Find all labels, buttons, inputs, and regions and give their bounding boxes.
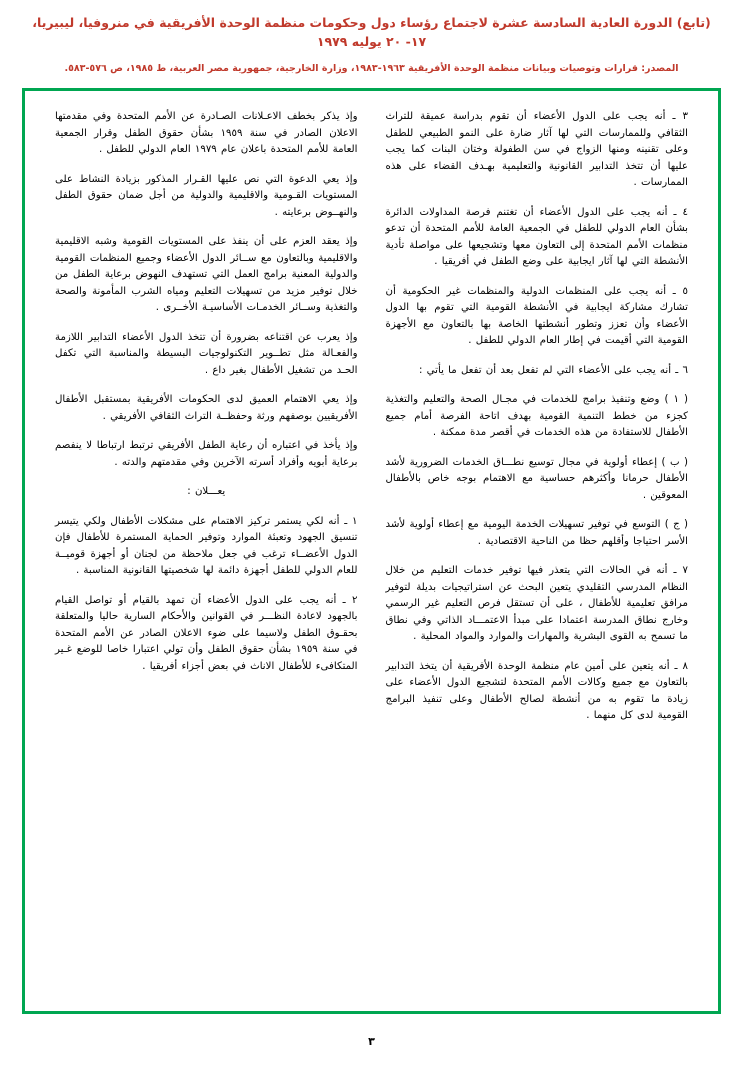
paragraph: ٨ ـ أنه يتعين على أمين عام منظمة الوحدة الأفريقية أن يتخذ التدابير بالتعاون مع جميع وكالات الأمم المتحدة لتشجيع الدول الأعضاء على زيادة ما تقوم به من أنشطة لصالح الأطفال وعلى تنفيذ البرامج القومية لدى كل منهما .: [385, 660, 688, 722]
paragraph: ٣ ـ أنه يجب على الدول الأعضاء أن تقوم بدراسة عميقة للتراث الثقافي وللممارسات التي لها آثار ضارة على النمو الطبيعي للطفل وعلى تقنينه ومنها الزواج في سن الطفولة وختان البنات كما يجب عليها أن تتخذ التدابير القانونية والتعليمية بهـدف القضاء على هذه الممارسات .: [385, 111, 688, 189]
paragraph: ( ١ ) وضع وتنفيذ برامج للخدمات في مجـال الصحة والتعليم والتغذية كجزء من خطط التنمية القومية بهدف اتاحة الفرصة أمام جميع الأطفال للاستفادة من هذه الخدمات في أقصر مدة ممكنة .: [385, 394, 689, 439]
content-frame: [22, 88, 721, 1014]
paragraph: ٤ ـ أنه يجب على الدول الأعضاء أن تغتنم فرصة المداولات الدائرة بشأن العام الدولي للطفل في الجمعية العامة للأمم المتحدة أن تدعو منظمات الأمم المتحدة إلى التعاون معها وتشجيعها على مواصلة تأدية الأنشطة التي لها آثار ايجابية على وضع الطفل في أفريقيا .: [385, 206, 688, 268]
paragraph: وإذ يعقد العزم على أن ينفذ على المستويات القومية وشبه الاقليمية والاقليمية وبالتعاون مع ســائر الدول الأعضاء وجميع المنظمات القومية والدولية المعنية برامج العمل التي تستهدف النهوض برعاية الطفل من خلال توفير مزيد من تسهيلات التعليم ومياه الشرب المأمونة والصحة والتغذية وســائر الخدمـات الأساسيـة الأخــرى .: [55, 236, 358, 314]
two-column-body: [25, 91, 718, 1011]
paragraph: ( ج ) التوسع في توفير تسهيلات الخدمة اليومية مع إعطاء أولوية لأشد الأسر احتياجا وأقلهم حظا من الناحية الاقتصادية .: [385, 519, 688, 547]
paragraph: وإذ يأخذ في اعتباره أن رعاية الطفل الأفريقي ترتبط ارتباطا لا ينفصم برعاية أبويه وأفراد أسرته الآخرين وفي مقدمتهم والدته .: [55, 440, 358, 468]
paragraph: ٧ ـ أنه في الحالات التي يتعذر فيها توفير خدمات التعليم من خلال النظام المدرسي التقليدي يتعين البحث عن استراتيجيات بديلة لتوفير مرافق تعليمية للأطفال ، على أن تستقل فرص التعليم غير الرسمي وخارج نطاق المدرسة اعتمادا على مبدأ الاعتمـــاد الذاتي وفي نطاق ما تسمح به القوى البشرية والمهارات والموارد والمواد المحلية .: [385, 565, 688, 643]
paragraph: وإذ يعي الاهتمام العميق لدى الحكومات الأفريقية بمستقبل الأطفال الأفريقيين بوصفهم ورثة وحفظــة التراث الثقافي الأفريقي .: [55, 394, 358, 422]
paragraph: ( ب ) إعطاء أولوية في مجال توسيع نطـــاق الخدمات الضرورية لأشد الأطفال حرمانا وأكثرهم حساسية مع الاهتمام بوجه خاص بالأطفال المعوقين .: [385, 456, 688, 501]
document-source-line: المصدر: قرارات وتوصيات وبيانات منظمة الوحدة الأفريقية ١٩٦٣-١٩٨٣، وزارة الخارجية، جمهورية مصر العربية، ط ١٩٨٥، ص ٥٧٦-٥٨٣.: [64, 62, 679, 74]
paragraph: وإذ يعي الدعوة التي نص عليها القـرار المذكور بزيادة النشاط على المستويات القـومية والاقليمية والدولية من أجل ضمان حقوق الطفل والنهــوض برعايته .: [55, 173, 358, 218]
page-number: ٣: [368, 1035, 375, 1048]
document-title: (تابع) الدورة العادية السادسة عشرة لاجتماع رؤساء دول وحكومات منظمة الوحدة الأفريقية في منروفيا، ليبيريا، ١٧- ٢٠ يوليه ١٩٧٩: [32, 15, 711, 49]
paragraph: وإذ يعرب عن اقتناعه بضرورة أن تتخذ الدول الأعضاء التدابير اللازمة والفعـالة مثل تطــوير التكنولوجيات البسيطة والمناسبة التي تكفل الحـد من تشغيل الأطفال بغير داع .: [55, 331, 358, 376]
declaration-heading: يعـــلان :: [187, 486, 226, 498]
paragraph: ٦ ـ أنه يجب على الأعضاء التي لم تفعل بعد أن تفعل ما يأتي :: [418, 364, 688, 376]
column-left: [41, 109, 372, 997]
column-right: [372, 109, 703, 997]
paragraph: وإذ يذكر بخطف الاعـلانات الصـادرة عن الأمم المتحدة وفي مقدمتها الاعلان الصادر في سنة ١٩٥٩ بشأن حقوق الطفل وقرار الجمعية العامة للأمم المتحدة باعلان عام ١٩٧٩ العام الدولي للطفل .: [55, 111, 358, 156]
paragraph: ١ ـ أنه لكي يستمر تركيز الاهتمام على مشكلات الأطفال ولكي يتيسر تنسيق الجهود وتعبئة الموارد وتوفير الحماية المستمرة للأطفال فإن الدول الأعضــاء ترغب في جعل ملاحظة من لجنان أو أجهزة قوميــة للعام الدولي للطفل أجهزة دائمة لها شخصيتها القانونية المناسبة .: [55, 515, 358, 577]
paragraph: ٥ ـ أنه يجب على المنظمات الدولية والمنظمات غير الحكومية أن تشارك مشاركة ايجابية في الأنشطة القومية التي تقوم بها الدول الأعضاء وأن تعزز وتطور أنشطتها الخاصة بها بالتعاون مع الأجهزة القومية التي أقيمت في إطار العام الدولي للطفل .: [385, 285, 688, 347]
document-header: [0, 0, 743, 76]
paragraph: ٢ ـ أنه يجب على الدول الأعضاء أن تمهد بالقيام أو تواصل القيام بالجهود لاعادة النظـــر في القوانين والأحكام السارية حاليا والمتعلقة بحقـوق الطفل ولاسيما على ضوء الاعلان الصادر عن الأمم المتحدة في سنة ١٩٥٩ بشأن حقوق الطفل وأن تولي اعتبارا خاصا للوضع غـير المتكافىء للأطفال الاناث في بعض أجزاء أفريقيا .: [55, 594, 358, 672]
